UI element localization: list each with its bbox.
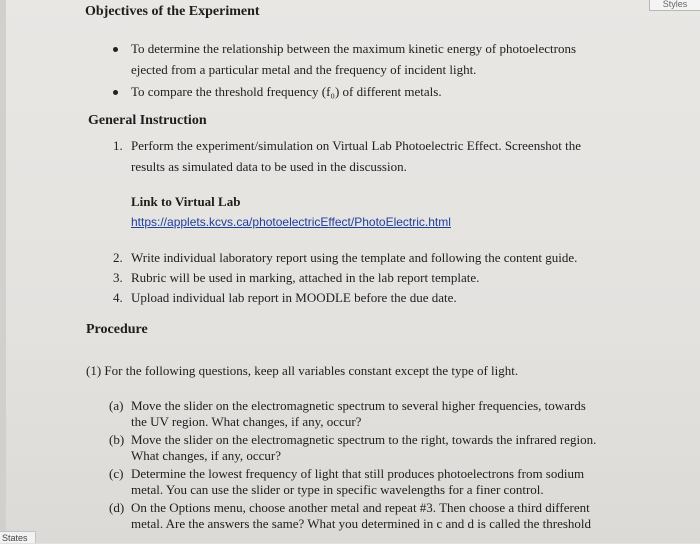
instruction-4-number: 4. <box>113 290 123 305</box>
bullet-icon <box>113 90 118 95</box>
step-d-line-2: metal. Are the answers the same? What you determined in c and d is called the threshold <box>131 516 592 531</box>
virtual-lab-link[interactable]: https://applets.kcvs.ca/photoelectricEffect/PhotoElectric.html <box>131 215 451 229</box>
instruction-2: Write individual laboratory report using the template and following the content guide. <box>131 250 578 265</box>
step-a-line-2: the UV region. What changes, if any, occur? <box>131 414 362 429</box>
general-instruction-heading: General Instruction <box>88 113 207 128</box>
step-b-line-2: What changes, if any, occur? <box>131 448 282 463</box>
bullet-icon <box>113 47 118 52</box>
instruction-1-line-2: results as simulated data to be used in the discussion. <box>131 159 407 174</box>
procedure-intro: (1) For the following questions, keep all variables constant except the type of light. <box>86 363 519 378</box>
objectives-heading: Objectives of the Experiment <box>85 4 260 19</box>
step-c-label: (c) <box>109 466 124 481</box>
step-b-line-1: Move the slider on the electromagnetic spectrum to the right, towards the infrared region. <box>131 432 597 447</box>
objective-1-line-1: To determine the relationship between the maximum kinetic energy of photoelectrons <box>131 41 577 56</box>
instruction-3: Rubric will be used in marking, attached in the lab report template. <box>131 270 480 285</box>
instruction-2-number: 2. <box>113 250 123 265</box>
styles-pane-tab[interactable]: Styles <box>649 0 700 11</box>
virtual-lab-link-label: Link to Virtual Lab <box>131 194 241 209</box>
step-c-line-2: metal. You can use the slider or type in specific wavelengths for a finer control. <box>131 482 544 497</box>
objective-1-line-2: ejected from a particular metal and the frequency of incident light. <box>131 62 477 77</box>
step-c-line-1: Determine the lowest frequency of light that still produces photoelectrons from sodium <box>131 466 585 481</box>
step-d-line-1: On the Options menu, choose another metal and repeat #3. Then choose a third different <box>131 500 590 515</box>
status-bar-label: States <box>0 531 36 543</box>
instruction-1-line-1: Perform the experiment/simulation on Virtual Lab Photoelectric Effect. Screenshot the <box>131 138 581 153</box>
instruction-3-number: 3. <box>113 270 123 285</box>
procedure-heading: Procedure <box>86 322 148 337</box>
objective-2: To compare the threshold frequency (f₀) of different metals. <box>131 84 442 99</box>
window-edge <box>0 0 6 543</box>
instruction-4: Upload individual lab report in MOODLE before the due date. <box>131 290 457 305</box>
instruction-1-number: 1. <box>113 138 123 153</box>
step-b-label: (b) <box>109 432 125 447</box>
step-a-line-1: Move the slider on the electromagnetic spectrum to several higher frequencies, towards <box>131 398 586 413</box>
step-a-label: (a) <box>109 398 124 413</box>
step-d-label: (d) <box>109 500 125 515</box>
